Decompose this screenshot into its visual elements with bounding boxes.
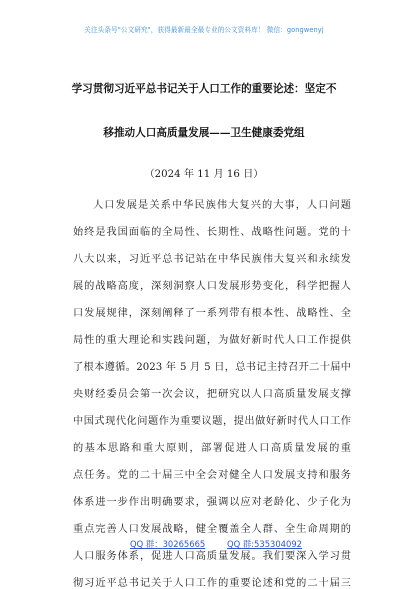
body-line: 人口服务体系，促进人口高质量发展。我们要深入学习贯	[73, 551, 351, 562]
qq-group-link-right[interactable]: QQ 群:535304092	[227, 539, 302, 549]
body-line: 体系进一步作出明确要求，强调以应对老龄化、少子化为	[73, 497, 351, 508]
body-line: 点任务。党的二十届三中全会对健全人口发展支持和服务	[73, 470, 351, 481]
document-title-line-2: 移推动人口高质量发展——卫生健康委党组	[103, 127, 305, 139]
qq-group-link-left[interactable]: QQ 群：30265665	[130, 539, 206, 549]
top-banner: 关注头条号"公文研究"，获得最新最全最专业的公文资料库！ 微信：gongwenyj	[84, 26, 324, 34]
body-line: 口发展规律，深刻阐释了一系列带有根本性、战略性、全	[73, 308, 351, 319]
document-date: （2024 年 11 月 16 日）	[144, 169, 264, 180]
body-line: 的基本思路和重大原则，部署促进人口高质量发展的重	[73, 443, 351, 454]
body-line: 央财经委员会第一次会议，把研究以人口高质量发展支撑	[73, 389, 351, 400]
document-title-line-1: 学习贯彻习近平总书记关于人口工作的重要论述：坚定不	[71, 83, 337, 95]
body-line: 重点完善人口发展战略，健全覆盖全人群、全生命周期的	[73, 524, 351, 535]
body-line: 八大以来，习近平总书记站在中华民族伟大复兴和永续发	[73, 254, 351, 265]
body-line: 了根本遵循。2023 年 5 月 5 日，总书记主持召开二十届中	[73, 362, 351, 373]
body-line: 展的战略高度，深刻洞察人口发展形势变化，科学把握人	[73, 281, 351, 292]
body-line: 中国式现代化问题作为重要议题，提出做好新时代人口工作	[73, 416, 351, 427]
body-line: 局性的重大理论和实践问题，为做好新时代人口工作提供	[73, 335, 351, 346]
page-footer	[0, 538, 408, 552]
body-line: 彻习近平总书记关于人口工作的重要论述和党的二十届三	[73, 578, 351, 589]
body-line: 始终是我国面临的全局性、长期性、战略性问题。党的十	[73, 227, 351, 238]
body-line: 人口发展是关系中华民族伟大复兴的大事，人口问题	[93, 200, 351, 211]
